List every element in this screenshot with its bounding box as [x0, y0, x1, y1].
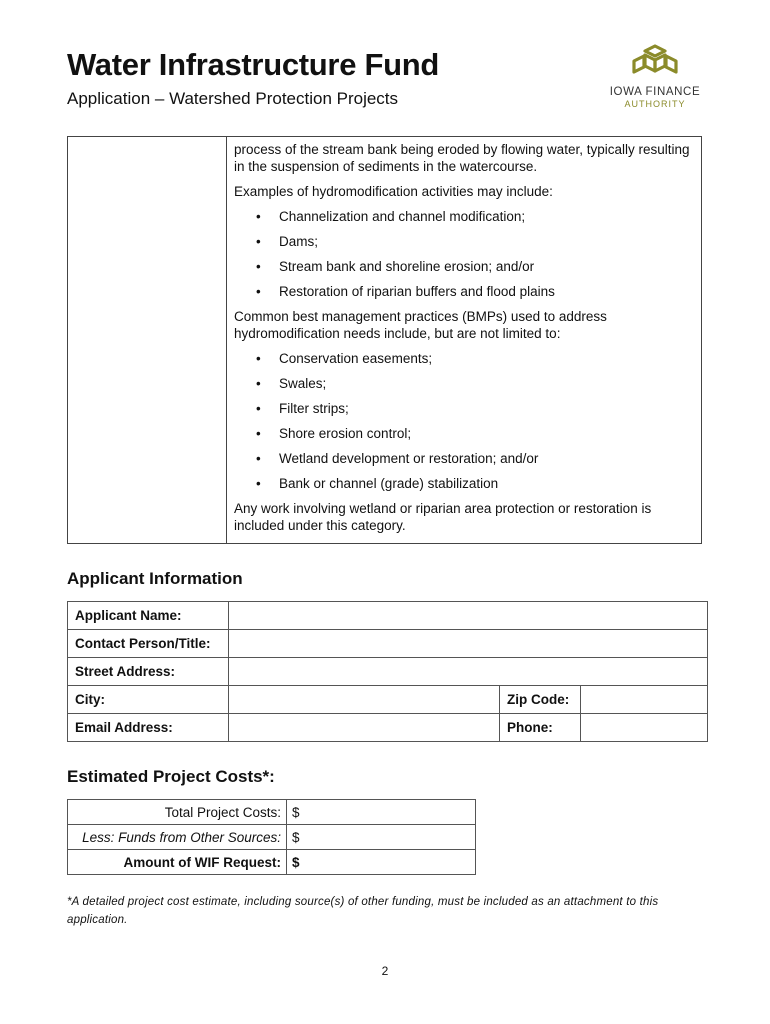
phone-field[interactable]: [581, 714, 708, 742]
description-paragraph: Common best management practices (BMPs) used to address hydromodification needs include, but are not limited to:: [234, 309, 607, 341]
hydromodification-examples-list: [234, 208, 694, 300]
list-item: • Restoration of riparian buffers and flood plains: [234, 283, 694, 300]
phone-label: Phone:: [500, 714, 581, 742]
other-sources-funds-field[interactable]: $: [287, 825, 476, 850]
cubes-logo-icon: [632, 44, 678, 80]
table-row: [68, 800, 476, 825]
iowa-finance-authority-logo: [605, 44, 705, 112]
list-item: • Filter strips;: [234, 400, 694, 417]
total-project-costs-label: Total Project Costs:: [68, 800, 287, 825]
list-item: • Dams;: [234, 233, 694, 250]
category-description-cell: [234, 141, 694, 542]
city-label: City:: [68, 686, 229, 714]
category-label-cell: [68, 137, 227, 543]
bmp-list: [234, 350, 694, 492]
description-paragraph: Examples of hydromodification activities may include:: [234, 184, 553, 199]
applicant-information-heading: Applicant Information: [67, 569, 243, 588]
estimated-project-costs-heading: Estimated Project Costs*:: [67, 767, 275, 786]
table-row: [68, 602, 708, 630]
total-project-costs-field[interactable]: $: [287, 800, 476, 825]
email-address-field[interactable]: [229, 714, 500, 742]
applicant-name-label: Applicant Name:: [68, 602, 229, 630]
list-item: • Conservation easements;: [234, 350, 694, 367]
estimated-costs-table: [67, 799, 476, 875]
document-title: Water Infrastructure Fund: [67, 47, 439, 82]
cost-estimate-footnote: *A detailed project cost estimate, including source(s) of other funding, must be included as an attachment to this application.: [67, 896, 659, 926]
category-description-table: [67, 136, 702, 544]
wif-request-amount-label: Amount of WIF Request:: [68, 850, 287, 875]
table-row: [68, 850, 476, 875]
table-row: [68, 825, 476, 850]
applicant-name-field[interactable]: [229, 602, 708, 630]
contact-person-field[interactable]: [229, 630, 708, 658]
city-field[interactable]: [229, 686, 500, 714]
list-item: • Shore erosion control;: [234, 425, 694, 442]
table-row: [68, 630, 708, 658]
logo-text-iowa-finance: IOWA FINANCE: [609, 86, 701, 98]
list-item: • Stream bank and shoreline erosion; and/or: [234, 258, 694, 275]
list-item: • Wetland development or restoration; and/or: [234, 450, 694, 467]
table-row: [68, 658, 708, 686]
street-address-label: Street Address:: [68, 658, 229, 686]
list-item: • Swales;: [234, 375, 694, 392]
email-address-label: Email Address:: [68, 714, 229, 742]
description-paragraph: process of the stream bank being eroded by flowing water, typically resulting in the suspension of sediments in the watercourse.: [234, 142, 690, 174]
zip-code-label: Zip Code:: [500, 686, 581, 714]
description-paragraph: Any work involving wetland or riparian area protection or restoration is included under this category.: [234, 501, 652, 533]
table-row: [68, 714, 708, 742]
contact-person-label: Contact Person/Title:: [68, 630, 229, 658]
document-subtitle: Application – Watershed Protection Projects: [67, 89, 399, 108]
wif-request-amount-field[interactable]: $: [287, 850, 476, 875]
list-item: • Bank or channel (grade) stabilization: [234, 475, 694, 492]
table-row: [68, 686, 708, 714]
other-sources-funds-label: Less: Funds from Other Sources:: [68, 825, 287, 850]
list-item: • Channelization and channel modification;: [234, 208, 694, 225]
zip-code-field[interactable]: [581, 686, 708, 714]
applicant-information-table: [67, 601, 708, 742]
page-number: 2: [381, 964, 389, 978]
logo-text-authority: AUTHORITY: [624, 99, 686, 109]
street-address-field[interactable]: [229, 658, 708, 686]
